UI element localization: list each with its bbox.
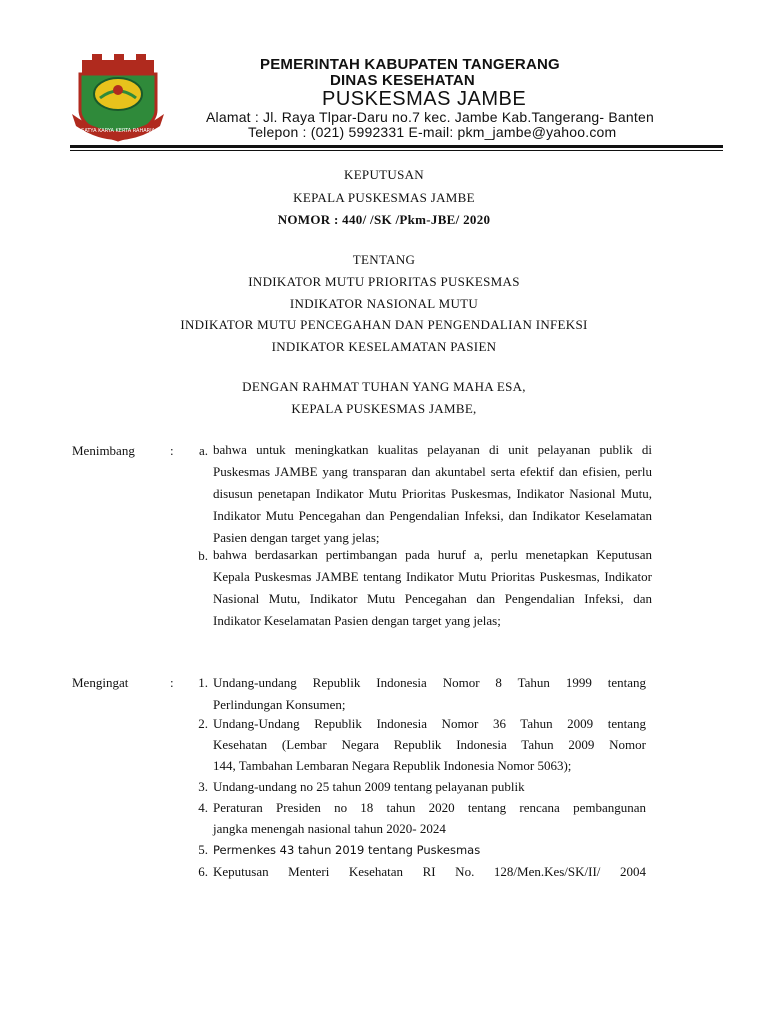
mengingat-2-marker: 2.	[198, 716, 208, 731]
letterhead-department: DINAS KESEHATAN	[330, 72, 475, 89]
subject-line-3: INDIKATOR MUTU PENCEGAHAN DAN PENGENDALIAN INFEKSI	[180, 317, 588, 332]
menimbang-label: Menimbang	[72, 443, 135, 458]
preamble-line-2: KEPALA PUSKESMAS JAMBE,	[291, 401, 477, 416]
mengingat-5-marker: 5.	[198, 842, 208, 857]
letterhead-contact: Telepon : (021) 5992331 E-mail: pkm_jambe@yahoo.com	[248, 124, 617, 140]
mengingat-4-marker: 4.	[198, 800, 208, 815]
menimbang-a-marker: a.	[198, 443, 208, 458]
letterhead-rule-thick	[70, 145, 723, 148]
doc-issuer: KEPALA PUSKESMAS JAMBE	[293, 190, 475, 205]
menimbang-a-text: bahwa untuk meningkatkan kualitas pelayanan di unit pelayanan publik di Puskesmas JAMBE yang transparan dan akuntabel serta efektif dan efisien, perlu disusun penetapan Indikator Mutu Prioritas Puskesmas, Indikator Nasional Mutu, Indikator Mutu Pencegahan dan Pengendalian Infeksi, dan Indikator Keselamatan Pasien dengan target yang jelas;	[213, 442, 652, 545]
mengingat-3-marker: 3.	[198, 779, 208, 794]
letterhead-institution: PUSKESMAS JAMBE	[322, 88, 527, 110]
subject-line-1: INDIKATOR MUTU PRIORITAS PUSKESMAS	[248, 274, 520, 289]
menimbang-b-marker: b.	[198, 548, 208, 563]
mengingat-1-line-2: Perlindungan Konsumen;	[213, 697, 346, 712]
mengingat-label: Mengingat	[72, 675, 129, 690]
logo-motto: SATYA KARYA KERTA RAHARJA	[81, 128, 155, 134]
menimbang-colon: :	[170, 443, 174, 458]
letterhead-address: Alamat : Jl. Raya Tlpar-Daru no.7 kec. Jambe Kab.Tangerang- Banten	[206, 109, 654, 125]
mengingat-4-line-2: jangka menengah nasional tahun 2020- 2024	[213, 821, 446, 836]
letterhead-rule-thin	[70, 150, 723, 151]
mengingat-6-line-1: Keputusan Menteri Kesehatan RI No. 128/Men.Kes/SK/II/ 2004	[213, 864, 646, 879]
mengingat-3-line-1: Undang-undang no 25 tahun 2009 tentang pelayanan publik	[213, 779, 525, 794]
mengingat-2-line-3: 144, Tambahan Lembaran Negara Republik Indonesia Nomor 5063);	[213, 758, 572, 773]
mengingat-1-marker: 1.	[198, 675, 208, 690]
subject-line-4: INDIKATOR KESELAMATAN PASIEN	[271, 339, 497, 354]
mengingat-2-line-2: Kesehatan (Lembar Negara Republik Indonesia Tahun 2009 Nomor	[213, 737, 646, 752]
mengingat-colon: :	[170, 675, 174, 690]
mengingat-5-line-1: Permenkes 43 tahun 2019 tentang Puskesmas	[213, 843, 481, 857]
menimbang-b-text: bahwa berdasarkan pertimbangan pada huruf a, perlu menetapkan Keputusan Kepala Puskesmas JAMBE tentang Indikator Mutu Prioritas Puskesmas, Indikator Nasional Mutu, Indikator Mutu Pencegahan dan Pengendalian Infeksi, dan Indikator Keselamatan Pasien dengan target yang jelas;	[213, 547, 652, 628]
doc-about-label: TENTANG	[352, 252, 416, 267]
letterhead-government: PEMERINTAH KABUPATEN TANGERANG	[260, 56, 560, 73]
kabupaten-tangerang-logo	[72, 52, 164, 148]
mengingat-1-line-1: Undang-undang Republik Indonesia Nomor 8 Tahun 1999 tentang	[213, 675, 646, 690]
doc-type: KEPUTUSAN	[344, 167, 424, 182]
subject-line-2: INDIKATOR NASIONAL MUTU	[289, 296, 479, 311]
preamble-line-1: DENGAN RAHMAT TUHAN YANG MAHA ESA,	[242, 379, 526, 394]
mengingat-4-line-1: Peraturan Presiden no 18 tahun 2020 tentang rencana pembangunan	[213, 800, 646, 815]
mengingat-2-line-1: Undang-Undang Republik Indonesia Nomor 36 Tahun 2009 tentang	[213, 716, 646, 731]
doc-number: NOMOR : 440/ /SK /Pkm-JBE/ 2020	[277, 212, 491, 227]
mengingat-6-marker: 6.	[198, 864, 208, 879]
